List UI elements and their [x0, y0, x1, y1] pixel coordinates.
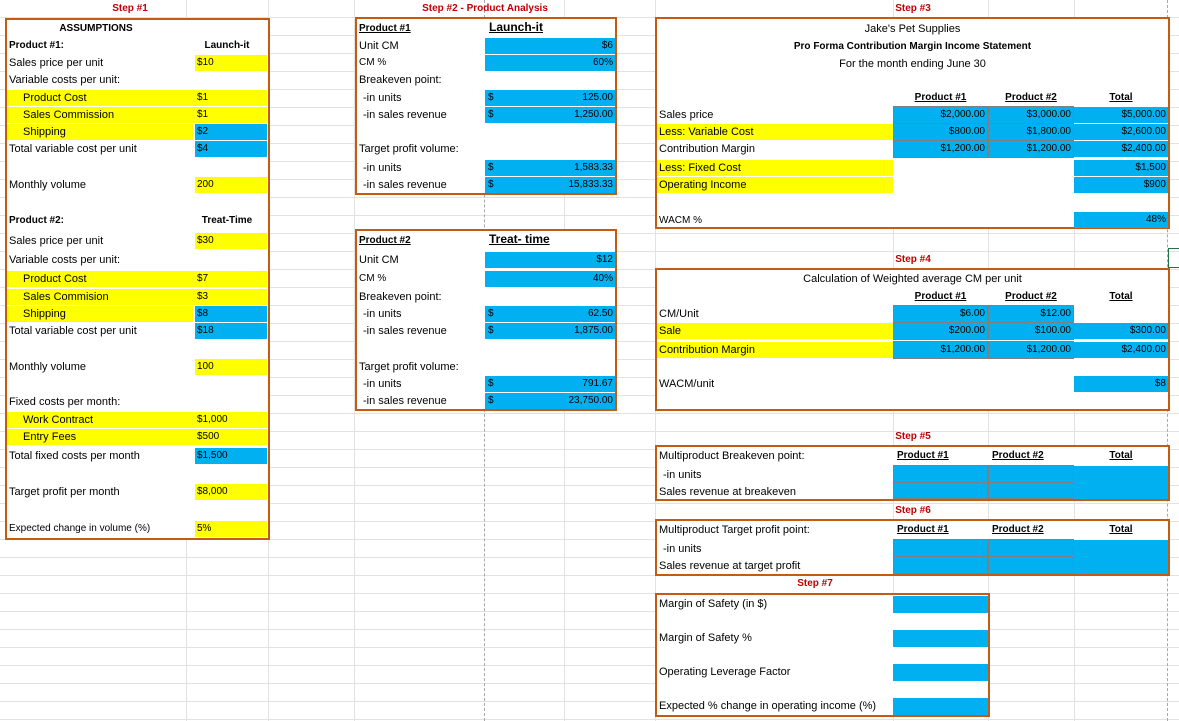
p1-product-cost-cell[interactable]: $1 [197, 92, 209, 103]
p1-breakeven-label: Breakeven point: [359, 74, 442, 86]
p2-tp-rev-dollar: $ [488, 395, 494, 406]
assumptions-title: ASSUMPTIONS [59, 23, 133, 34]
p1-tp-label: Target profit volume: [359, 143, 459, 155]
p2-tp-units-cell[interactable] [485, 376, 615, 392]
multi-be-rev-p2[interactable] [988, 482, 1074, 499]
p2-tp-label: Target profit volume: [359, 361, 459, 373]
less-variable-label: Less: Variable Cost [657, 124, 893, 140]
p1-analysis-name: Launch-it [489, 20, 543, 34]
multi-tp-label: Multiproduct Target profit point: [659, 524, 810, 536]
cm-unit-label: CM/Unit [659, 308, 699, 320]
multi-be-units-p1[interactable] [893, 465, 988, 483]
multi-tp-units-total[interactable] [1074, 540, 1168, 557]
p2-be-rev-dollar: $ [488, 325, 494, 336]
multi-tp-units-label: -in units [663, 543, 702, 555]
p2-commission-cell[interactable]: $3 [197, 291, 209, 302]
multi-be-units-label: -in units [663, 469, 702, 481]
p2-analysis-header: Product #2 [359, 235, 411, 246]
p2-cm-pct-cell[interactable]: 40% [485, 271, 615, 287]
p2-product-cost-label: Product Cost [7, 271, 267, 287]
expected-change-label: Expected change in volume (%) [9, 523, 151, 534]
wacm-cm-label: Contribution Margin [657, 342, 893, 358]
expected-op-change-cell[interactable] [893, 698, 988, 715]
p2-variable-costs-label: Variable costs per unit: [9, 254, 121, 266]
income-statement-period: For the month ending June 30 [839, 58, 986, 70]
multi-be-rev-label: Sales revenue at breakeven [659, 486, 796, 498]
p2-tp-rev-cell[interactable] [485, 393, 615, 409]
step-2-title: Step #2 - Product Analysis [422, 3, 548, 14]
step-5-title: Step #5 [895, 431, 931, 442]
p1-tp-rev-label: -in sales revenue [363, 179, 447, 191]
p2-sales-price-cell[interactable]: $30 [195, 233, 267, 249]
product-1-name: Launch-it [204, 40, 250, 51]
cm-unit-p2[interactable]: $12.00 [988, 305, 1074, 323]
multi-tp-col-total: Total [1109, 524, 1133, 535]
p2-tp-units-label: -in units [363, 378, 402, 390]
p1-sales-price-label: Sales price per unit [9, 57, 104, 69]
step-3-title: Step #3 [895, 3, 931, 14]
p2-be-units-label: -in units [363, 308, 402, 320]
multi-tp-col-p1: Product #1 [897, 524, 949, 535]
p1-tp-rev-cell[interactable] [485, 177, 615, 193]
p1-tp-units-label: -in units [363, 162, 402, 174]
mos-pct-label: Margin of Safety % [659, 632, 752, 644]
fixed-costs-label: Fixed costs per month: [9, 396, 121, 408]
sale-p2[interactable]: $100.00 [988, 322, 1074, 340]
operating-income-total[interactable]: $900 [1074, 177, 1168, 193]
total-fixed-cell[interactable]: $1,500 [195, 448, 267, 464]
selection-marker [1168, 248, 1179, 268]
p1-monthly-volume-label: Monthly volume [9, 179, 87, 191]
cm-unit-p1[interactable]: $6.00 [893, 305, 988, 323]
income-statement-title: Pro Forma Contribution Margin Income Statement [793, 41, 1032, 52]
p2-tp-units-dollar: $ [488, 378, 494, 389]
mos-pct-cell[interactable] [893, 630, 988, 647]
p1-be-units-dollar: $ [488, 92, 494, 103]
p2-be-rev-label: -in sales revenue [363, 325, 447, 337]
entry-fees-label: Entry Fees [7, 429, 267, 445]
multi-tp-rev-label: Sales revenue at target profit [659, 560, 801, 572]
p1-be-rev-cell[interactable] [485, 107, 615, 123]
p1-tp-units-dollar: $ [488, 162, 494, 173]
p2-tp-units-value: 791.67 [582, 378, 613, 389]
expected-change-cell[interactable]: 5% [195, 521, 267, 537]
p2-shipping-label: Shipping [7, 306, 193, 322]
multi-tp-col-p2: Product #2 [992, 524, 1044, 535]
p2-shipping-cell[interactable]: $8 [195, 306, 267, 322]
operating-income-label: Operating Income [657, 177, 893, 193]
p2-breakeven-label: Breakeven point: [359, 291, 442, 303]
product-2-name: Treat-Time [201, 215, 253, 226]
col-product-2: Product #2 [1005, 92, 1057, 103]
multi-tp-units-p1[interactable] [893, 539, 988, 557]
wacm-col-total: Total [1109, 291, 1133, 302]
wacm-unit-label: WACM/unit [659, 378, 715, 390]
wacm-cm-total[interactable]: $2,400.00 [1074, 342, 1168, 358]
var-p1[interactable]: $800.00 [893, 123, 988, 141]
wacm-pct-cell[interactable]: 48% [1074, 212, 1168, 228]
step-7-title: Step #7 [797, 578, 833, 589]
target-profit-cell[interactable]: $8,000 [195, 484, 267, 500]
sales-p1[interactable]: $2,000.00 [893, 106, 988, 124]
p2-cm-pct-label: CM % [359, 273, 387, 284]
p2-monthly-volume-cell[interactable]: 100 [195, 359, 267, 375]
multi-tp-rev-total[interactable] [1074, 557, 1168, 574]
company-name: Jake's Pet Supplies [864, 23, 961, 35]
multi-be-col-total: Total [1109, 450, 1133, 461]
total-fixed-label: Total fixed costs per month [9, 450, 140, 462]
p1-total-var-label: Total variable cost per unit [9, 143, 137, 155]
p2-tp-rev-value: 23,750.00 [568, 395, 613, 406]
p1-shipping-cell[interactable]: $2 [195, 124, 267, 140]
wacm-col-product-1: Product #1 [914, 291, 967, 302]
var-total[interactable]: $2,600.00 [1074, 124, 1168, 140]
wacm-pct-label: WACM % [659, 215, 702, 226]
sale-total[interactable]: $300.00 [1074, 323, 1168, 339]
p2-total-var-label: Total variable cost per unit [9, 325, 137, 337]
p2-be-units-dollar: $ [488, 308, 494, 319]
p1-tp-rev-dollar: $ [488, 179, 494, 190]
mos-dollar-cell[interactable] [893, 596, 988, 613]
p1-be-units-cell[interactable] [485, 90, 615, 106]
p1-be-rev-dollar: $ [488, 109, 494, 120]
p2-be-rev-cell[interactable] [485, 323, 615, 339]
step-6-title: Step #6 [895, 505, 931, 516]
p2-unit-cm-cell[interactable]: $12 [485, 252, 615, 268]
multi-be-units-total[interactable] [1074, 466, 1168, 483]
olf-label: Operating Leverage Factor [659, 666, 791, 678]
p1-commission-label: Sales Commission [7, 107, 267, 123]
p2-product-cost-cell[interactable]: $7 [197, 273, 209, 284]
col-product-1: Product #1 [914, 92, 967, 103]
p1-monthly-volume-cell[interactable]: 200 [195, 177, 267, 193]
p1-be-units-label: -in units [363, 92, 402, 104]
multi-be-col-p2: Product #2 [992, 450, 1044, 461]
multi-tp-rev-p2[interactable] [988, 556, 1074, 574]
p1-tp-rev-value: 15,833.33 [568, 179, 613, 190]
work-contract-cell[interactable]: $1,000 [197, 414, 228, 425]
p1-unit-cm-cell[interactable]: $6 [485, 38, 615, 54]
less-fixed-label: Less: Fixed Cost [657, 160, 893, 176]
p1-total-var-cell[interactable]: $4 [195, 141, 267, 157]
p2-unit-cm-label: Unit CM [359, 254, 399, 266]
p1-variable-costs-label: Variable costs per unit: [9, 74, 121, 86]
mos-dollar-label: Margin of Safety (in $) [659, 598, 768, 610]
p1-shipping-label: Shipping [7, 124, 193, 140]
multi-be-label: Multiproduct Breakeven point: [659, 450, 805, 462]
wacm-unit-cell[interactable]: $8 [1074, 376, 1168, 392]
wacm-title: Calculation of Weighted average CM per unit [803, 273, 1022, 285]
p2-total-var-cell[interactable]: $18 [195, 323, 267, 339]
wacm-cm-p2[interactable]: $1,200.00 [988, 341, 1074, 359]
wacm-cm-p1[interactable]: $1,200.00 [893, 341, 988, 359]
p2-monthly-volume-label: Monthly volume [9, 361, 87, 373]
cm-total[interactable]: $2,400.00 [1074, 141, 1168, 157]
p1-sales-price-cell[interactable]: $10 [195, 55, 267, 71]
sales-total[interactable]: $5,000.00 [1074, 107, 1168, 123]
multi-tp-rev-p1[interactable] [893, 556, 988, 574]
cm-p1[interactable]: $1,200.00 [893, 140, 988, 158]
sales-price-label: Sales price [659, 109, 714, 121]
wacm-col-product-2: Product #2 [1005, 291, 1057, 302]
cm-p2[interactable]: $1,200.00 [988, 140, 1074, 158]
p2-tp-rev-label: -in sales revenue [363, 395, 447, 407]
p1-tp-units-value: 1,583.33 [574, 162, 613, 173]
p1-be-rev-label: -in sales revenue [363, 109, 447, 121]
p1-product-cost-label: Product Cost [7, 90, 267, 106]
sale-label: Sale [657, 323, 893, 339]
product-2-label: Product #2: [9, 215, 65, 226]
product-1-label: Product #1: [9, 40, 65, 51]
p2-be-units-cell[interactable] [485, 306, 615, 322]
fixed-total[interactable]: $1,500 [1074, 160, 1168, 176]
p1-cm-pct-label: CM % [359, 57, 387, 68]
p2-be-rev-value: 1,875.00 [574, 325, 613, 336]
target-profit-label: Target profit per month [9, 486, 120, 498]
step-4-title: Step #4 [895, 254, 931, 265]
p1-analysis-header: Product #1 [359, 23, 411, 34]
expected-op-change-label: Expected % change in operating income (%) [659, 700, 877, 712]
p2-sales-price-label: Sales price per unit [9, 235, 104, 247]
multi-tp-units-p2[interactable] [988, 539, 1074, 557]
sales-p2[interactable]: $3,000.00 [988, 106, 1074, 124]
p2-analysis-name: Treat- time [489, 232, 550, 246]
col-total: Total [1109, 92, 1133, 103]
cm-label: Contribution Margin [659, 143, 755, 155]
var-p2[interactable]: $1,800.00 [988, 123, 1074, 141]
multi-be-rev-total[interactable] [1074, 483, 1168, 499]
sale-p1[interactable]: $200.00 [893, 322, 988, 340]
p1-unit-cm-label: Unit CM [359, 40, 399, 52]
p2-be-units-value: 62.50 [587, 308, 613, 319]
olf-cell[interactable] [893, 664, 988, 681]
step-1-title: Step #1 [112, 3, 148, 14]
multi-be-units-p2[interactable] [988, 465, 1074, 483]
p1-be-units-value: 125.00 [582, 92, 613, 103]
multi-be-col-p1: Product #1 [897, 450, 949, 461]
multi-be-rev-p1[interactable] [893, 482, 988, 499]
entry-fees-cell[interactable]: $500 [197, 431, 220, 442]
p2-commission-label: Sales Commision [7, 289, 267, 305]
p1-commission-cell[interactable]: $1 [197, 109, 209, 120]
p1-be-rev-value: 1,250.00 [574, 109, 613, 120]
p1-cm-pct-cell[interactable]: 60% [485, 55, 615, 71]
p1-tp-units-cell[interactable] [485, 160, 615, 176]
work-contract-label: Work Contract [7, 412, 267, 428]
